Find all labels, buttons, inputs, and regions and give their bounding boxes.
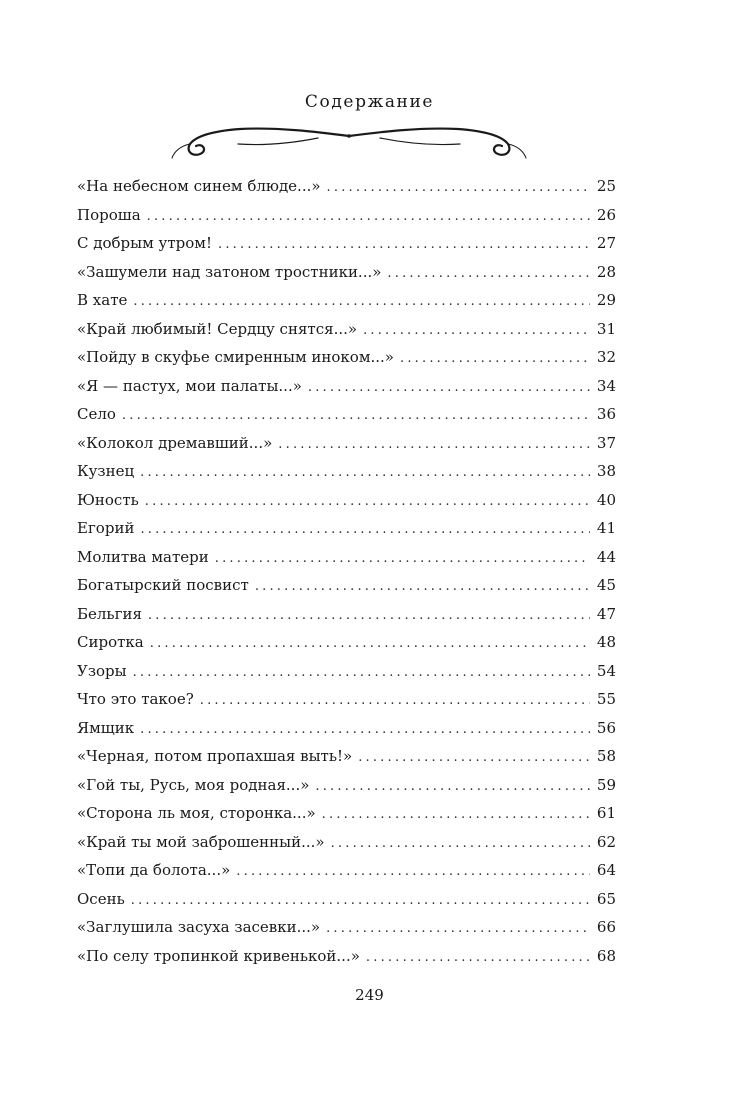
toc-entry-page: 55 — [596, 690, 616, 708]
toc-entry-title: «Колокол дремавший...» — [77, 433, 273, 452]
toc-entry — [77, 771, 616, 800]
dot-leader — [218, 231, 590, 260]
dot-leader — [131, 887, 590, 916]
toc-entry-page: 45 — [596, 576, 616, 594]
toc-entry — [77, 400, 616, 429]
toc-entry-page: 66 — [596, 918, 616, 936]
dot-leader — [133, 659, 590, 688]
toc-entry-title: Бельгия — [77, 604, 142, 623]
toc-entry — [77, 429, 616, 458]
dot-leader — [308, 374, 590, 403]
toc-entry-title: «На небесном синем блюде...» — [77, 177, 321, 195]
toc-entry-title: «Край любимый! Сердцу снятся...» — [77, 319, 358, 338]
toc-entry-page: 37 — [596, 433, 616, 452]
toc-entry-title: «Зашумели над затоном тростники...» — [77, 262, 382, 281]
dot-leader — [363, 317, 590, 346]
toc-entry-page: 31 — [596, 319, 616, 338]
toc-entry — [77, 942, 616, 971]
toc-entry-page: 28 — [596, 262, 616, 281]
toc-entry-title: Юность — [77, 490, 139, 509]
dot-leader — [200, 687, 590, 716]
toc-entry-page: 68 — [596, 946, 616, 965]
toc-entry-title: В хате — [77, 291, 128, 309]
toc-entry — [77, 714, 616, 743]
toc-entry-title: Пороша — [77, 205, 141, 224]
page-title: Содержание — [304, 92, 435, 112]
dot-leader — [358, 744, 590, 773]
toc-entry — [77, 343, 616, 372]
toc-entry-title: Кузнец — [77, 462, 135, 480]
toc-entry-title: Богатырский посвист — [77, 576, 249, 594]
toc-entry — [77, 742, 616, 771]
dot-leader — [215, 545, 590, 574]
toc-entry-page: 26 — [596, 205, 616, 224]
toc-entry-title: «Я — пастух, мои палаты...» — [77, 376, 302, 395]
toc-entry-title: «Сторона ль моя, сторонка...» — [77, 804, 316, 822]
toc-entry-title: Сиротка — [77, 633, 144, 651]
toc-entry-page: 41 — [596, 519, 616, 537]
toc-entry — [77, 571, 616, 600]
toc-entry-title: «Топи да болота...» — [77, 861, 231, 879]
toc-entry-title: «Край ты мой заброшенный...» — [77, 832, 325, 851]
toc-entry-title: Что это такое? — [77, 690, 194, 708]
toc-entry-title: Молитва матери — [77, 547, 209, 566]
toc-entry-title: Осень — [77, 889, 125, 908]
dot-leader — [315, 773, 590, 802]
toc-entry-page: 36 — [596, 405, 616, 423]
toc-entry — [77, 657, 616, 686]
flourish-divider-icon — [168, 122, 530, 166]
toc-entry-page: 32 — [596, 348, 616, 366]
dot-leader — [255, 573, 590, 602]
toc-entry — [77, 828, 616, 857]
dot-leader — [145, 488, 590, 517]
table-of-contents — [77, 172, 616, 970]
toc-entry — [77, 372, 616, 401]
toc-entry-title: С добрым утром! — [77, 234, 212, 252]
toc-entry-title: Ямщик — [77, 718, 135, 737]
dot-leader — [147, 203, 590, 232]
toc-entry-page: 34 — [596, 376, 616, 395]
dot-leader — [150, 630, 590, 659]
toc-entry-title: «Черная, потом пропахшая выть!» — [77, 747, 353, 765]
toc-entry-title: «Заглушила засуха засевки...» — [77, 918, 321, 936]
dot-leader — [278, 431, 590, 460]
toc-entry-title: «Пойду в скуфье смиренным иноком...» — [77, 348, 394, 366]
toc-entry — [77, 543, 616, 572]
toc-entry-page: 25 — [596, 177, 616, 195]
toc-entry-page: 38 — [596, 462, 616, 480]
toc-entry — [77, 600, 616, 629]
toc-entry — [77, 229, 616, 258]
toc-entry — [77, 913, 616, 942]
dot-leader — [140, 516, 590, 545]
dot-leader — [236, 858, 590, 887]
toc-entry-page: 54 — [596, 661, 616, 680]
toc-entry — [77, 486, 616, 515]
toc-entry-page: 61 — [596, 804, 616, 822]
toc-entry-page: 27 — [596, 234, 616, 252]
toc-entry-page: 64 — [596, 861, 616, 879]
toc-entry — [77, 457, 616, 486]
dot-leader — [140, 459, 590, 488]
toc-entry-title: «Гой ты, Русь, моя родная...» — [77, 775, 310, 794]
toc-entry-page: 44 — [596, 547, 616, 566]
dot-leader — [400, 345, 590, 374]
toc-entry — [77, 286, 616, 315]
toc-entry — [77, 201, 616, 230]
page-number: 249 — [355, 986, 384, 1004]
toc-entry — [77, 856, 616, 885]
dot-leader — [387, 260, 590, 289]
dot-leader — [331, 830, 590, 859]
toc-entry — [77, 315, 616, 344]
toc-entry — [77, 514, 616, 543]
dot-leader — [122, 402, 590, 431]
toc-entry-page: 58 — [596, 747, 616, 765]
dot-leader — [148, 602, 590, 631]
toc-entry — [77, 258, 616, 287]
toc-entry — [77, 799, 616, 828]
toc-entry-page: 62 — [596, 832, 616, 851]
dot-leader — [140, 716, 590, 745]
toc-entry — [77, 685, 616, 714]
toc-entry-page: 48 — [596, 633, 616, 651]
toc-entry — [77, 885, 616, 914]
toc-entry-title: Узоры — [77, 661, 127, 680]
toc-entry-page: 47 — [596, 604, 616, 623]
dot-leader — [326, 915, 590, 944]
dot-leader — [322, 801, 590, 830]
toc-entry-page: 65 — [596, 889, 616, 908]
toc-entry-page: 29 — [596, 291, 616, 309]
dot-leader — [133, 288, 590, 317]
toc-entry — [77, 628, 616, 657]
toc-entry-title: «По селу тропинкой кривенькой...» — [77, 946, 360, 965]
toc-entry-title: Егорий — [77, 519, 135, 537]
toc-entry-title: Село — [77, 405, 116, 423]
toc-entry — [77, 172, 616, 201]
dot-leader — [327, 174, 590, 203]
toc-entry-page: 59 — [596, 775, 616, 794]
toc-entry-page: 56 — [596, 718, 616, 737]
toc-entry-page: 40 — [596, 490, 616, 509]
dot-leader — [366, 944, 590, 973]
